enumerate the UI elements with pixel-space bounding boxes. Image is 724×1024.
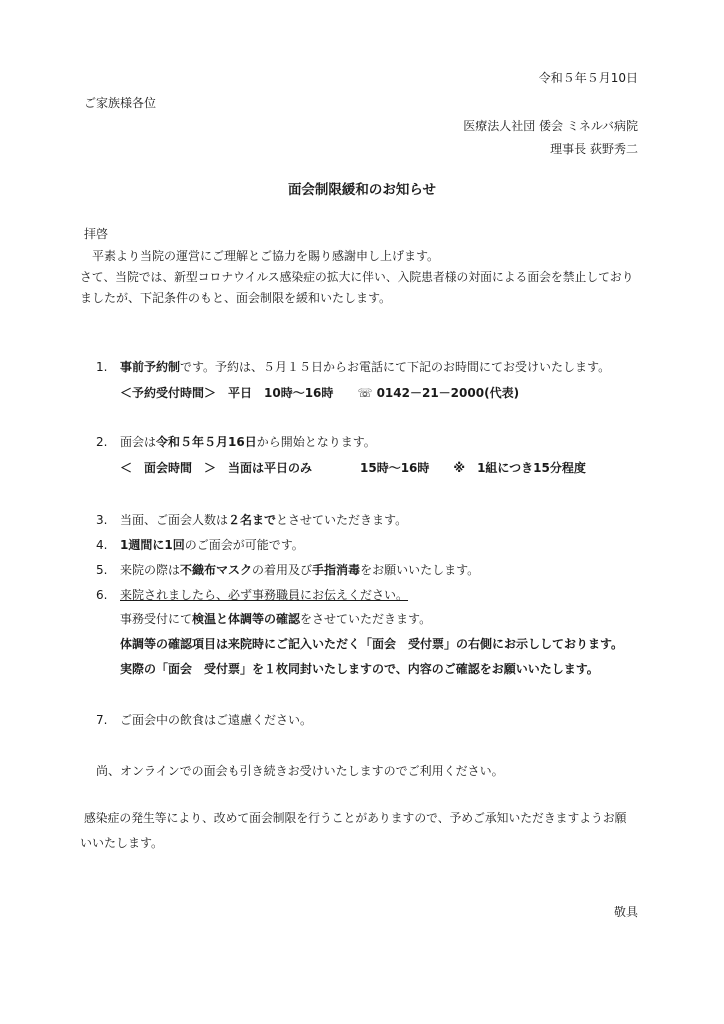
underlined-notice: 来院されましたら、必ず事務職員にお伝えください。: [120, 588, 409, 602]
list-item-6: [96, 587, 408, 603]
document-title: 面会制限緩和のお知らせ: [287, 182, 437, 198]
item-text: とさせていただきます。: [276, 513, 408, 527]
reception-check-line: [120, 611, 431, 627]
emphasis-text: 令和５年５月16日: [156, 435, 257, 449]
emphasis-text: ２名まで: [228, 513, 277, 527]
list-item-2: [96, 434, 376, 450]
recipient-line: ご家族様各位: [84, 96, 157, 110]
intro-line-2: さて、当院では、新型コロナウイルス感染症の拡大に伴い、入院患者様の対面による面会を禁止しており: [80, 270, 634, 284]
closing-line-2: いいたします。: [80, 836, 164, 850]
emphasis-text: 1週間に1回: [120, 538, 185, 552]
item-number: 5.: [96, 563, 108, 577]
visiting-hours: ＜ 面会時間 ＞ 当面は平日のみ 15時～16時 ※ 1組につき15分程度: [120, 461, 586, 475]
intro-line-1: 平素より当院の運営にご理解とご協力を賜り感謝申し上げます。: [92, 249, 440, 263]
item-text: 来院の際は: [120, 563, 181, 577]
document-date: 令和５年５月10日: [538, 71, 638, 85]
item-text: の着用及び: [252, 563, 313, 577]
list-item-7: [96, 712, 312, 728]
emphasis-text: 事前予約制: [120, 360, 181, 374]
reservation-hours: ＜予約受付時間＞ 平日 10時～16時 ☏ 0142－21－2000(代表): [120, 386, 520, 400]
item-number: 2.: [96, 435, 108, 449]
emphasis-text: 不織布マスク: [180, 563, 253, 577]
list-item-4: [96, 537, 304, 553]
list-item-5: [96, 562, 479, 578]
item-number: 6.: [96, 588, 108, 602]
online-visit-note: 尚、オンラインでの面会も引き続きお受けいたしますのでご利用ください。: [96, 764, 504, 778]
item-text: のご面会が可能です。: [184, 538, 304, 552]
item-text: 当面、ご面会人数は: [120, 513, 229, 527]
item-text: をお願いいたします。: [360, 563, 480, 577]
item-number: 3.: [96, 513, 108, 527]
item-number: 4.: [96, 538, 108, 552]
signer-name: 理事長 荻野秀二: [550, 142, 638, 156]
item-text: ご面会中の飲食はご遠慮ください。: [120, 713, 313, 727]
enclosure-note: 実際の「面会 受付票」を１枚同封いたしますので、内容のご確認をお願いいたします。: [120, 662, 599, 676]
checklist-note: 体調等の確認項目は来院時にご記入いただく「面会 受付票」の右側にお示ししております。: [120, 637, 624, 651]
intro-line-3: ましたが、下記条件のもと、面会制限を緩和いたします。: [80, 291, 392, 305]
item-text: です。予約は、５月１５日からお電話にて下記のお時間にてお受けいたします。: [180, 360, 611, 374]
sign-off: 敬具: [613, 905, 638, 919]
list-item-3: [96, 512, 407, 528]
list-item-1: [96, 359, 610, 375]
item-number: 7.: [96, 713, 108, 727]
emphasis-text: 検温と体調等の確認: [192, 612, 301, 626]
organization-name: 医療法人社団 倭会 ミネルバ病院: [463, 119, 638, 133]
item-text: 面会は: [120, 435, 157, 449]
item-text: 事務受付にて: [120, 612, 193, 626]
item-text: から開始となります。: [256, 435, 376, 449]
item-number: 1.: [96, 360, 108, 374]
emphasis-text: 手指消毒: [312, 563, 361, 577]
opening-greeting: 拝啓: [84, 227, 109, 241]
item-text: をさせていただきます。: [300, 612, 432, 626]
closing-line-1: 感染症の発生等により、改めて面会制限を行うことがありますので、予めご承知いただきますようお願: [84, 811, 627, 825]
